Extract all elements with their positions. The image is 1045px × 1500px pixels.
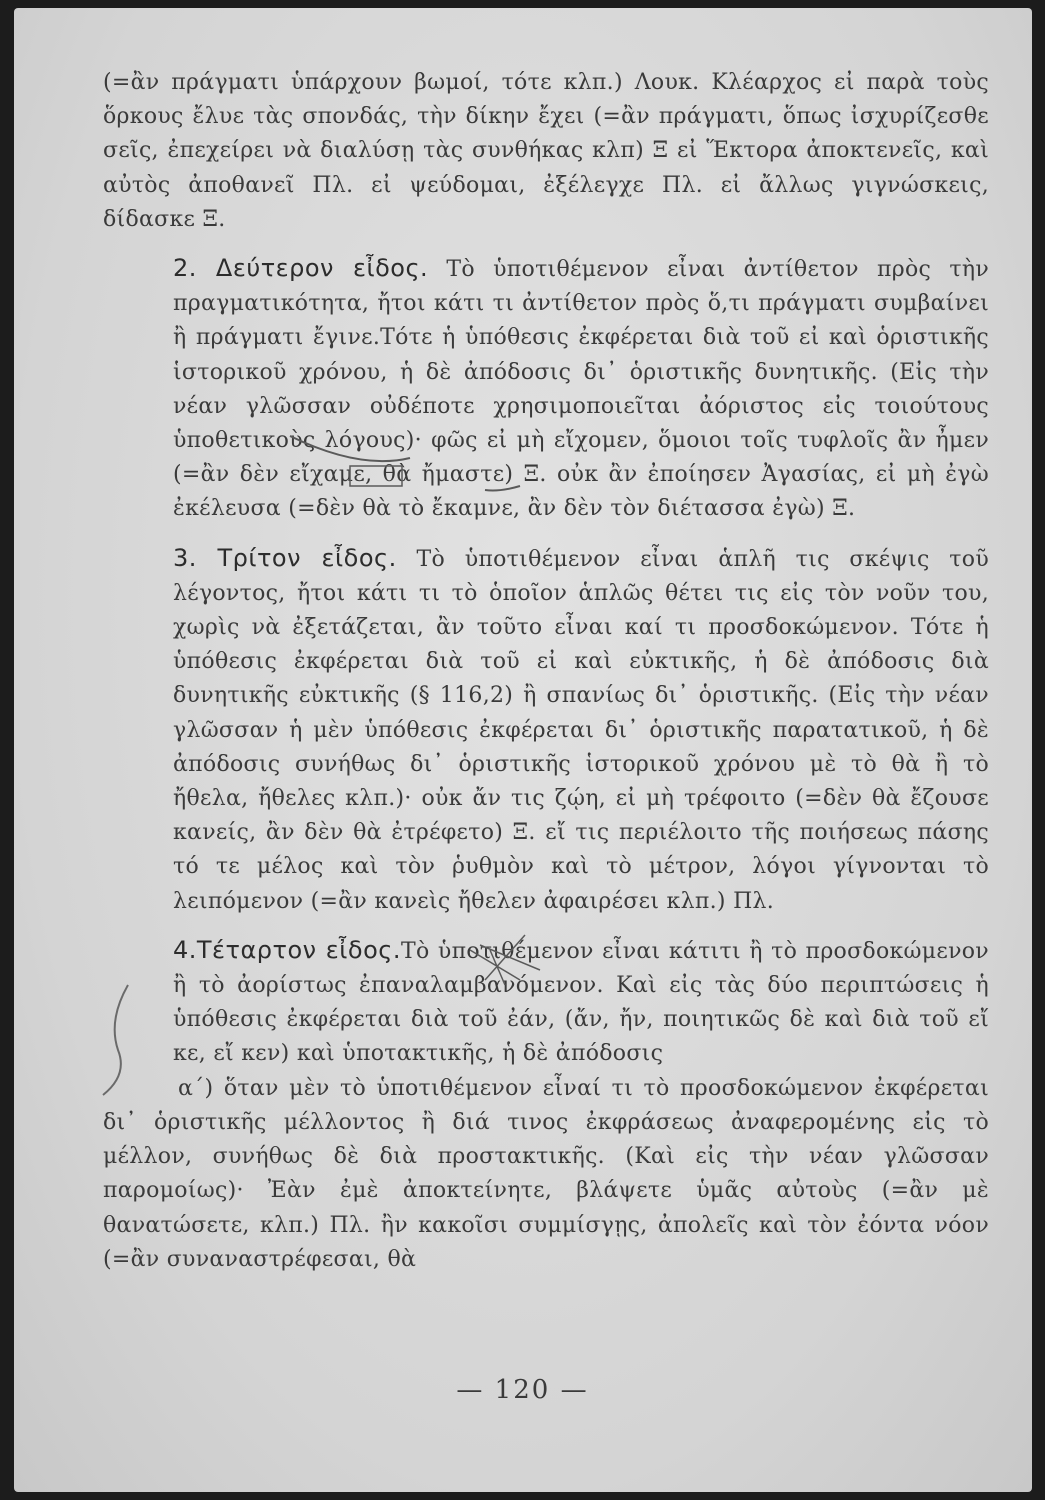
- section-2-heading: 2. Δεύτερον εἶδος.: [173, 254, 429, 283]
- section-3: [103, 541, 989, 919]
- page-body: [103, 66, 989, 1277]
- section-4a-label: α΄): [178, 1075, 214, 1101]
- section-4: [103, 933, 989, 1072]
- section-4-heading: 4.Τέταρτον εἶδος.: [173, 935, 401, 964]
- section-3-heading: 3. Τρίτον εἶδος.: [173, 543, 397, 572]
- section-2-text: Τὸ ὑποτιθέμενον εἶναι ἀντίθετον πρὸς τὴν πραγματικότητα, ἤτοι κάτι τι ἀντίθετον πρὸς ὅ,τι πράγματι συμβαίνει ἢ πράγματι ἔγινε.Τότε ἡ ὑπόθεσις ἐκφέρεται διὰ τοῦ εἰ καὶ ὁριστικῆς ἱστορικοῦ χρόνου, ἡ δὲ ἀπόδοσις δι᾿ ὁριστικῆς δυνητικῆς. (Εἰς τὴν νέαν γλῶσσαν οὐδέποτε χρησιμοποιεῖται ἀόριστος εἰς τοιούτους ὑποθετικοὺς λόγους)· φῶς εἰ μὴ εἴχομεν, ὅμοιοι τοῖς τυφλοῖς ἂν ἦμεν (=ἂν δὲν εἴχαμε, θὰ ἤμαστε) Ξ. οὐκ ἂν ἐποίησεν Ἀγασίας, εἰ μὴ ἐγὼ ἐκέλευσα (=δὲν θὰ τὸ ἔκαμνε, ἂν δὲν τὸν διέτασσα ἐγὼ) Ξ.: [173, 257, 990, 522]
- intro-paragraph: (=ἂν πράγματι ὑπάρχουν βωμοί, τότε κλπ.) Λουκ. Κλέαρχος εἰ παρὰ τοὺς ὅρκους ἔλυε τὰς σπονδάς, τὴν δίκην ἔχει (=ἂν πράγματι, ὅπως ἰσχυρίζεσθε σεῖς, ἐπεχείρει νὰ διαλύσῃ τὰς συνθήκας κλπ) Ξ εἰ Ἕκτορα ἀποκτενεῖς, καὶ αὐτὸς ἀποθανεῖ Πλ. εἰ ψεύδομαι, ἐξέλεγχε Πλ. εἰ ἄλλως γιγνώσκεις, δίδασκε Ξ.: [103, 70, 989, 232]
- section-4a: [103, 1072, 989, 1277]
- page-number: — 120 —: [456, 1375, 589, 1405]
- section-2: [103, 251, 989, 527]
- section-3-text: Τὸ ὑποτιθέμενον εἶναι ἁπλῆ τις σκέψις τοῦ λέγοντος, ἤτοι κάτι τι τὸ ὁποῖον ἁπλῶς θέτει τις εἰς τὸν νοῦν του, χωρὶς νὰ ἐξετάζεται, ἂν τοῦτο εἶναι καί τι προσδοκώμενον. Τότε ἡ ὑπόθεσις ἐκφέρεται διὰ τοῦ εἰ καὶ εὐκτικῆς, ἡ δὲ ἀπόδοσις διὰ δυνητικῆς εὐκτικῆς (§ 116,2) ἢ σπανίως δι᾿ ὁριστικῆς. (Εἰς τὴν νέαν γλῶσσαν ἡ μὲν ὑπόθεσις ἐκφέρεται δι᾿ ὁριστικῆς παρατατικοῦ, ἡ δὲ ἀπόδοσις συνήθως δι᾿ ὁριστικῆς ἱστορικοῦ χρόνου μὲ τὸ θὰ ἢ τὸ ἤθελα, ἤθελες κλπ.)· οὐκ ἄν τις ζῴη, εἰ μὴ τρέφοιτο (=δὲν θὰ ἔζουσε κανείς, ἂν δὲν θὰ ἐτρέφετο) Ξ. εἴ τις περιέλοιτο τῆς ποιήσεως πάσης τό τε μέλος καὶ τὸν ῥυθμὸν καὶ τὸ μέτρον, λόγοι γίγνονται τὸ λειπόμενον (=ἂν κανεὶς ἤθελεν ἀφαιρέσει κλπ.) Πλ.: [173, 546, 989, 914]
- section-4a-text: ὅταν μὲν τὸ ὑποτιθέμενον εἶναί τι τὸ προσδοκώμενον ἐκφέρεται δι᾿ ὁριστικῆς μέλλοντος ἢ διά τινος ἐκφράσεως ἀναφερομένης εἰς τὸ μέλλον, συνήθως δὲ διὰ προστακτικῆς. (Καὶ εἰς τὴν νέαν γλῶσσαν παρομοίως)· Ἐὰν ἐμὲ ἀποκτείνητε, βλάψετε ὑμᾶς αὐτοὺς (=ἂν μὲ θανατώσετε, κλπ.) Πλ. ἢν κακοῖσι συμμίσγῃς, ἀπολεῖς καὶ τὸν ἐόντα νόον (=ἂν συναναστρέφεσαι, θὰ: [103, 1075, 989, 1272]
- section-4-text: Τὸ ὑποτιθέμενον εἶναι κάτιτι ἢ τὸ προσδοκώμενον ἢ τὸ ἀορίστως ἐπαναλαμβανόμενον. Καὶ εἰς τὰς δύο περιπτώσεις ἡ ὑπόθεσις ἐκφέρεται διὰ τοῦ ἐάν, (ἄν, ἤν, ποιητικῶς δὲ καὶ διὰ τοῦ εἴ κε, εἴ κεν) καὶ ὑποτακτικῆς, ἡ δὲ ἀπόδοσις: [173, 938, 989, 1067]
